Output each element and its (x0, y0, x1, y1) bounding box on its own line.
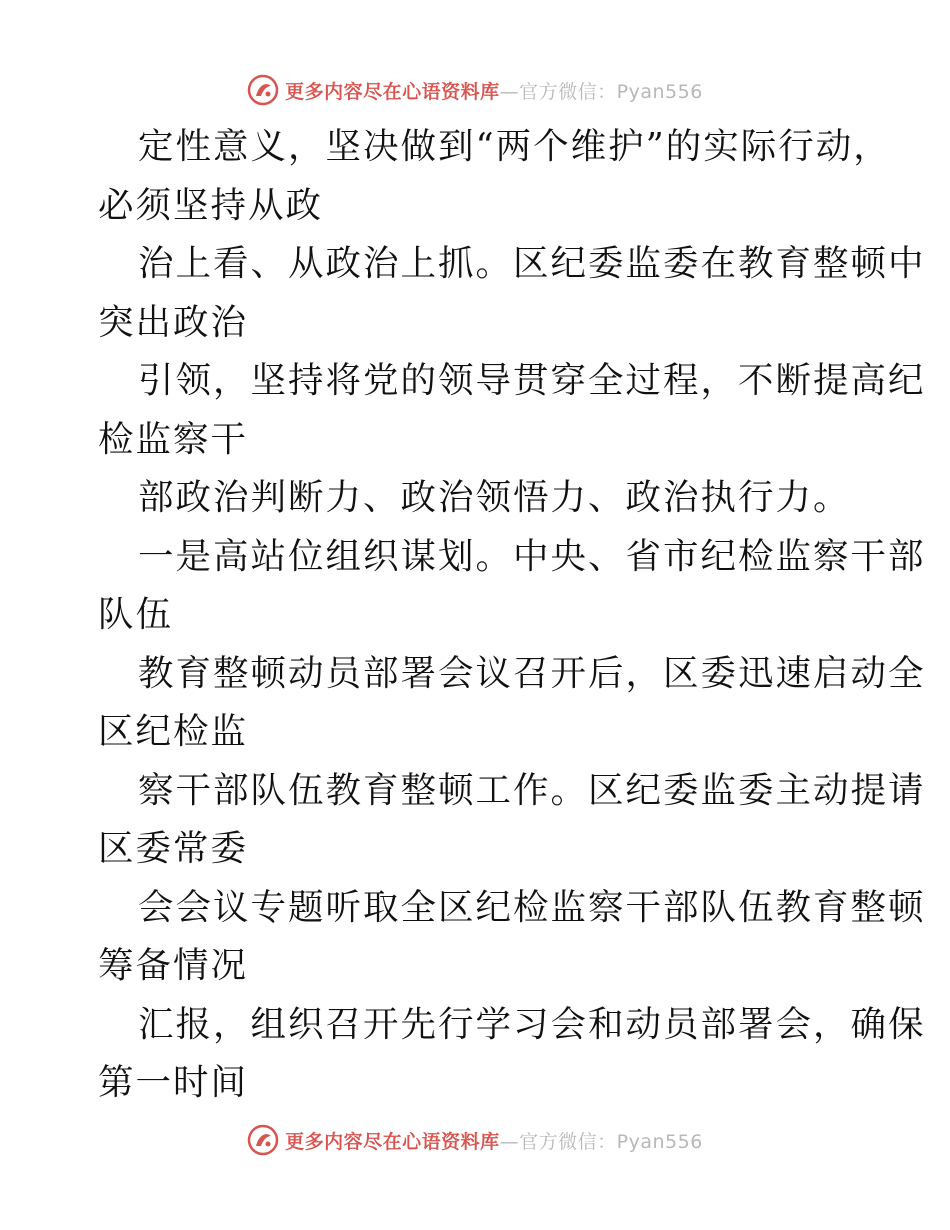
logo-icon (247, 74, 279, 106)
footer-watermark-text: 更多内容尽在心语资料库—官方微信：Pyan556 (285, 1130, 703, 1153)
footer-watermark (0, 1120, 950, 1160)
header-watermark (0, 70, 950, 110)
paragraph-line: 突出政治 (98, 301, 249, 343)
paragraph (98, 118, 891, 235)
paragraph-line: 筹备情况 (98, 945, 249, 986)
paragraph-line: 会会议专题听取全区纪检监察干部队伍教育整顿 (138, 886, 926, 928)
header-watermark-text: 更多内容尽在心语资料库—官方微信：Pyan556 (285, 80, 703, 103)
paragraph (98, 469, 858, 528)
paragraph-line: 察干部队伍教育整顿工作。区纪委监委主动提请 (138, 769, 926, 811)
paragraph-line: 区委常委 (98, 828, 249, 869)
paragraph-line: 检监察干 (98, 418, 249, 460)
paragraph-line: 教育整顿动员部署会议召开后，区委迅速启动全 (138, 652, 926, 694)
logo-icon (247, 1124, 279, 1156)
paragraph-line: 引领，坚持将党的领导贯穿全过程，不断提高纪 (138, 360, 926, 401)
paragraph (98, 645, 926, 762)
paragraph (98, 528, 926, 645)
body-text (98, 118, 926, 1113)
paragraph (98, 235, 926, 352)
paragraph-line: 汇报，组织召开先行学习会和动员部署会，确保 (138, 1003, 926, 1045)
paragraph-line: 第一时间 (98, 1062, 249, 1103)
paragraph-line: 一是高站位组织谋划。中央、省市纪检监察干部 (138, 535, 926, 577)
paragraph-line: 治上看、从政治上抓。区纪委监委在教育整顿中 (138, 243, 926, 284)
paragraph-line: 部政治判断力、政治领悟力、政治执行力。 (138, 477, 851, 518)
paragraph (98, 762, 926, 879)
paragraph (98, 996, 926, 1113)
paragraph-line: 区纪检监 (98, 711, 249, 752)
paragraph-line: 定性意义，坚决做到“两个维护”的实际行动， (138, 126, 891, 167)
paragraph (98, 879, 926, 996)
paragraph (98, 352, 926, 469)
paragraph-line: 必须坚持从政 (98, 184, 324, 226)
paragraph-line: 队伍 (98, 594, 174, 635)
